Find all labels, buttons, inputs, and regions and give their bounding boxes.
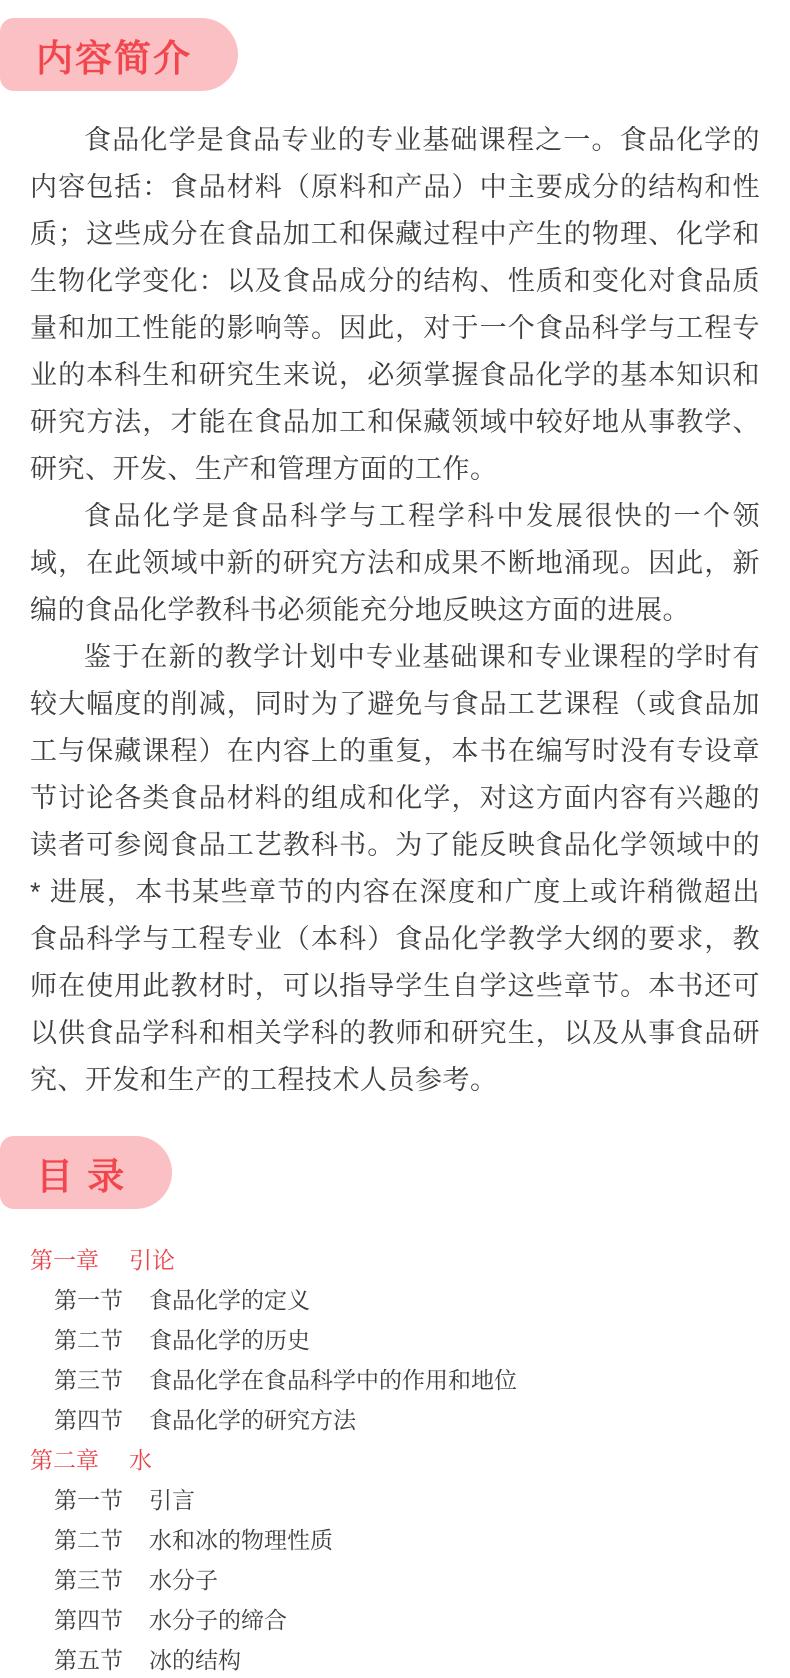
toc-section-number: 第一节 <box>54 1486 123 1513</box>
toc-section-title: 水分子 <box>149 1566 218 1593</box>
toc-section-number: 第二节 <box>54 1526 123 1553</box>
toc-section-row <box>30 1598 760 1638</box>
toc-section-title: 食品化学的历史 <box>149 1326 310 1353</box>
toc-section-row <box>30 1558 760 1598</box>
toc-chapter-row <box>30 1438 760 1478</box>
toc-section-title: 食品化学的定义 <box>149 1286 310 1313</box>
toc-section-number: 第一节 <box>54 1286 123 1313</box>
toc-section-row <box>30 1478 760 1518</box>
toc-section-row <box>30 1358 760 1398</box>
toc-section-number: 第四节 <box>54 1406 123 1433</box>
toc-section-row <box>30 1318 760 1358</box>
toc-section-title: 水和冰的物理性质 <box>149 1526 333 1553</box>
toc-section-title: 目 录 <box>36 1155 127 1197</box>
toc-section-row <box>30 1518 760 1558</box>
toc-chapter-number: 第二章 <box>30 1446 99 1473</box>
toc-section-number: 第三节 <box>54 1366 123 1393</box>
toc-section-row <box>30 1278 760 1318</box>
intro-paragraph-1: 食品化学是食品专业的专业基础课程之一。食品化学的内容包括：食品材料（原料和产品）中主要成分的结构和性质；这些成分在食品加工和保藏过程中产生的物理、化学和生物化学变化：以及食品成分的结构、性质和变化对食品质量和加工性能的影响等。因此，对于一个食品科学与工程专业的本科生和研究生来说，必须掌握食品化学的基本知识和研究方法，才能在食品加工和保藏领域中较好地从事教学、研究、开发、生产和管理方面的工作。 <box>30 125 760 484</box>
toc-section-row <box>30 1638 760 1678</box>
intro-section-title: 内容简介 <box>36 37 192 79</box>
toc-chapter-number: 第一章 <box>30 1246 99 1273</box>
toc-section-title: 食品化学在食品科学中的作用和地位 <box>149 1366 517 1393</box>
intro-section-badge <box>0 18 238 91</box>
toc-chapter-row <box>30 1238 760 1278</box>
toc-section-number: 第三节 <box>54 1566 123 1593</box>
toc-section-title: 食品化学的研究方法 <box>149 1406 356 1433</box>
toc-section-number: 第五节 <box>54 1646 123 1673</box>
toc-chapter-title: 引论 <box>129 1246 175 1273</box>
toc-section-title: 冰的结构 <box>149 1646 241 1673</box>
toc-section-badge <box>0 1136 172 1209</box>
intro-paragraph-3: 鉴于在新的教学计划中专业基础课和专业课程的学时有较大幅度的削减，同时为了避免与食品工艺课程（或食品加工与保藏课程）在内容上的重复，本书在编写时没有专设章节讨论各类食品材料的组成和化学，对这方面内容有兴趣的读者可参阅食品工艺教科书。为了能反映食品化学领域中的 * 进展，本书某些章节的内容在深度和广度上或许稍微超出食品科学与工程专业（本科）食品化学教学大纲的要求，教师在使用此教材时，可以指导学生自学这些章节。本书还可以供食品学科和相关学科的教师和研究生，以及从事食品研究、开发和生产的工程技术人员参考。 <box>30 642 760 1095</box>
intro-text-block <box>30 117 760 1104</box>
toc-section-number: 第二节 <box>54 1326 123 1353</box>
toc-section-row <box>30 1398 760 1438</box>
toc-section-title: 水分子的缔合 <box>149 1606 287 1633</box>
toc-chapter-title: 水 <box>129 1446 152 1473</box>
table-of-contents <box>30 1238 760 1678</box>
toc-section-number: 第四节 <box>54 1606 123 1633</box>
toc-section-title: 引言 <box>149 1486 195 1513</box>
intro-paragraph-2: 食品化学是食品科学与工程学科中发展很快的一个领域，在此领域中新的研究方法和成果不断地涌现。因此，新编的食品化学教科书必须能充分地反映这方面的进展。 <box>30 501 760 625</box>
